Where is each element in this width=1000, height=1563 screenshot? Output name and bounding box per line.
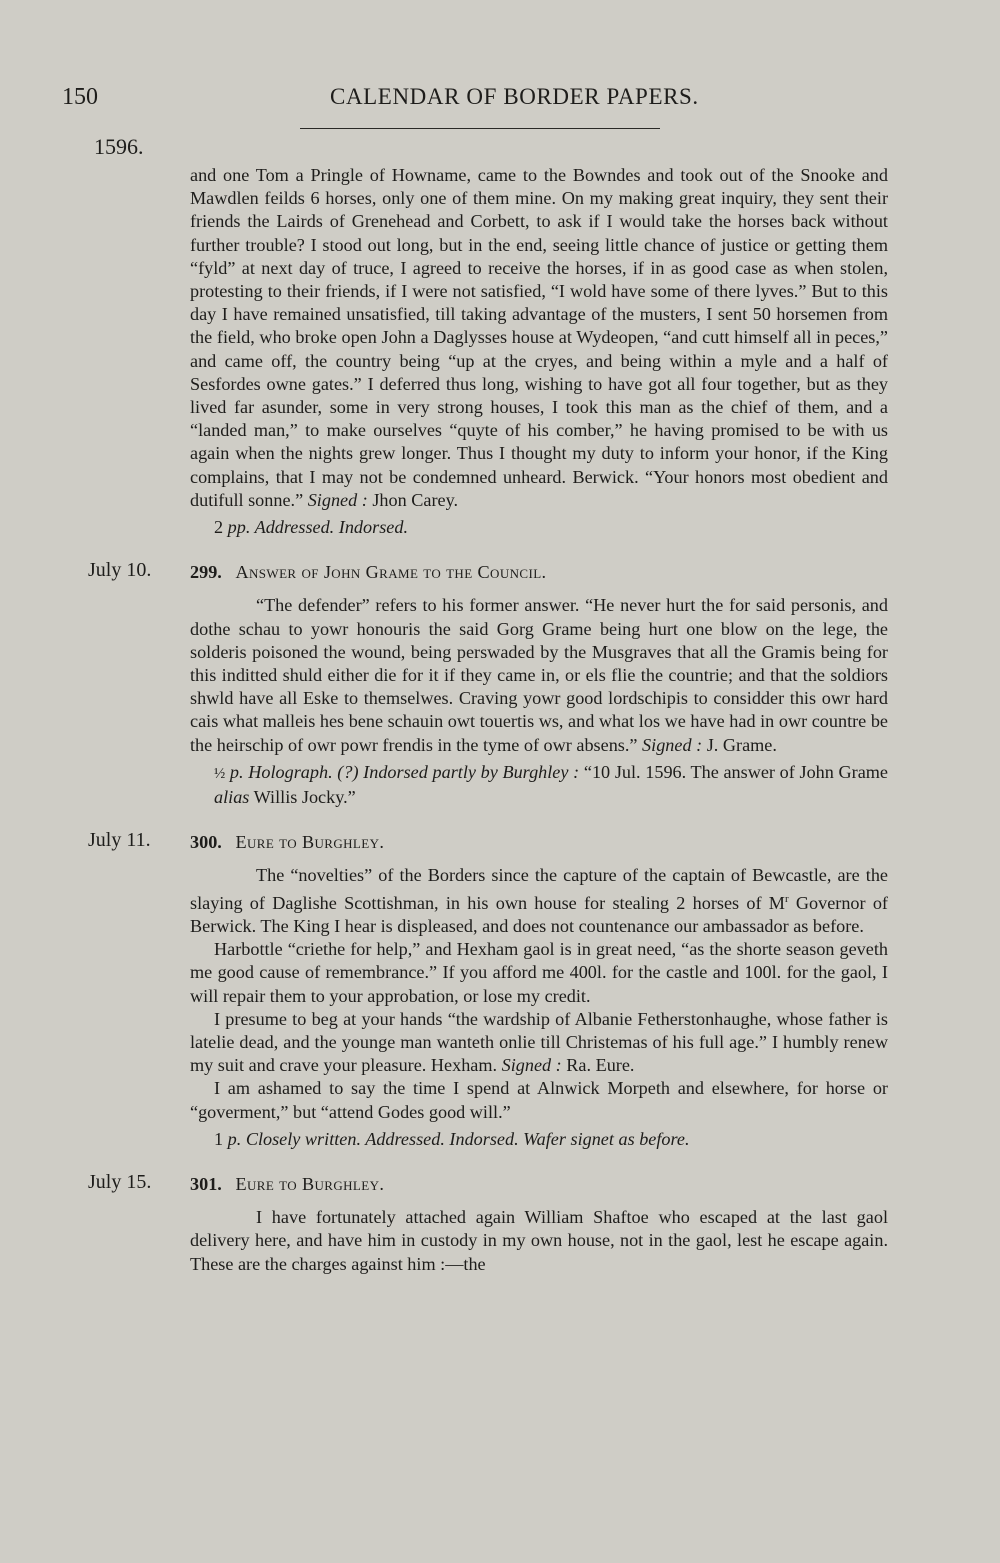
entry-date: July 11. (88, 829, 151, 852)
page-fraction: ½ (214, 765, 226, 782)
header-rule (300, 128, 660, 129)
entry-title: Eure to Burghley. (235, 832, 385, 853)
entry-paragraph: I am ashamed to say the time I spend at Alnwick Morpeth and elsewhere, for horse or “goverment,” but “attend Godes good will.” (190, 1078, 888, 1122)
page-count: 2 (214, 517, 224, 538)
running-title: CALENDAR OF BORDER PAPERS. (330, 84, 699, 109)
main-text (88, 164, 889, 1276)
signatory: J. Grame. (702, 734, 777, 755)
show-through-decoration (890, 860, 1000, 1360)
show-through-decoration (890, 150, 1000, 710)
signatory: Jhon Carey. (367, 489, 459, 510)
page-count: 1 (214, 1128, 224, 1149)
document-note (214, 516, 888, 539)
signed-label: Signed : (642, 734, 703, 755)
entry-date: July 10. (88, 559, 152, 582)
signed-label: Signed : (307, 489, 368, 510)
entry-heading (88, 559, 888, 584)
entry-date: July 15. (88, 1170, 152, 1193)
entry-heading (88, 1170, 888, 1196)
entry-paragraph: Harbottle “criethe for help,” and Hexham gaol is in great need, “as the shorte season geveth me good cause of remembrance.” If you afford me 400l. for the castle and 100l. for the gaol, I will repair them to your approbation, or lose my credit. (190, 939, 888, 1006)
page-number: 150 (62, 84, 98, 110)
entry-title: Answer of John Grame to the Council. (235, 562, 547, 583)
document-note-text: “10 Jul. 1596. The answer of John Grame (579, 761, 889, 782)
entry-paragraph: I have fortunately attached again William Shaftoe who escaped at the last gaol delivery here, and have him in custody in my own house, not in the gaol, lest he escape again. These are the charges against him :—the (190, 1207, 888, 1274)
entry-text: “The defender” refers to his former answer. “He never hurt the for said personis, and dothe schau to yowr honouris the said Gorg Grame being hurt one blow on the lege, the solderis poisoned the wound, being perswaded by the Musgraves that all the Gramis being for this inditted shuld either die for it if they came in, or els flie the countrie; and that the soldiors shwld have all Eske to themselwes. Craving yowr good lordschipis to considder this owr hard cais what malleis hes bene schauin owt touertis ws, and what los we have had in owr countre be the heirschip of owr powr frendis in the tyme of owr absens.” (190, 595, 888, 755)
document-note-text: p. Closely written. Addressed. Indorsed. Wafer signet as before. (223, 1128, 690, 1149)
continued-paragraph (190, 164, 888, 512)
entry-text: Governor of Berwick. The King I hear is displeased, and does not countenance our ambassador as before. (190, 892, 888, 936)
document-note (214, 1128, 888, 1151)
entry-number: 300. (190, 832, 222, 853)
margin-year: 1596. (94, 134, 144, 159)
entry-heading (88, 829, 888, 854)
entry-text: The “novelties” of the Borders since the capture of the captain of Bewcastle, are the slaying of Daglishe Scottishman, in his own house for stealing 2 horses of M (190, 865, 888, 913)
page-unit: pp. (223, 517, 251, 538)
entry-text: I presume to beg at your hands “the wardship of Albanie Fetherstonhaughe, whose father is latelie dead, and the younge man wanteth onlie till Christemas of his full age.” I humbly renew my suit and crave your pleasure. Hexham. (190, 1008, 888, 1076)
entry-number: 301. (190, 1173, 222, 1194)
entry-number: 299. (190, 562, 222, 583)
entry-paragraph (190, 1008, 888, 1078)
signed-label: Signed : (501, 1055, 562, 1076)
signatory: Ra. Eure. (561, 1055, 635, 1076)
entry-paragraph (190, 864, 888, 938)
entry-paragraph (190, 594, 888, 756)
continued-paragraph-text: and one Tom a Pringle of Howname, came to the Bowndes and took out of the Snooke and Mawdlen feilds 6 horses, only one of them mine. On my making great inquiry, they sent their friends the Lairds of Grenehead and Corbett, to ask if I would take the horses back without further trouble? I stood out long, but in the end, seeing little chance of justice or getting them “fyld” at next day of truce, I agreed to receive the horses, if in as good case as when stolen, protesting to their friends, if I were not satisfied, “I wold have some of there lyves.” But to this day I have remained unsatisfied, till taking advantage of the musters, I sent 50 horsemen from the field, who broke open John a Daglysses house at Wydeopen, “and cutt himself all in peces,” and came off, the country being “up at the cryes, and being within a myle and a half of Sesfordes owne gates.” I deferred thus long, wishing to have got all four together, but as they lived far asunder, some in very strong houses, I took this man as the chief of them, and a “landed man,” to make ourselves “quyte of his comber,” he having promised to be with us again when the nights grew longer. Thus I thought my duty to inform your honor, if the King complains, that I may not be condemned unheard. Berwick. “Your honors most obedient and dutifull sonne.” (190, 165, 888, 510)
document-note-text: Addressed. Indorsed. (250, 517, 408, 538)
document-note-end: Willis Jocky.” (249, 787, 356, 808)
entry-title: Eure to Burghley. (235, 1173, 385, 1194)
superscript: r (784, 892, 789, 905)
alias-word: alias (214, 787, 250, 808)
page-header (60, 84, 900, 120)
document-note-italic: p. Holograph. (?) Indorsed partly by Burghley : (225, 761, 580, 782)
document-note (214, 761, 888, 809)
